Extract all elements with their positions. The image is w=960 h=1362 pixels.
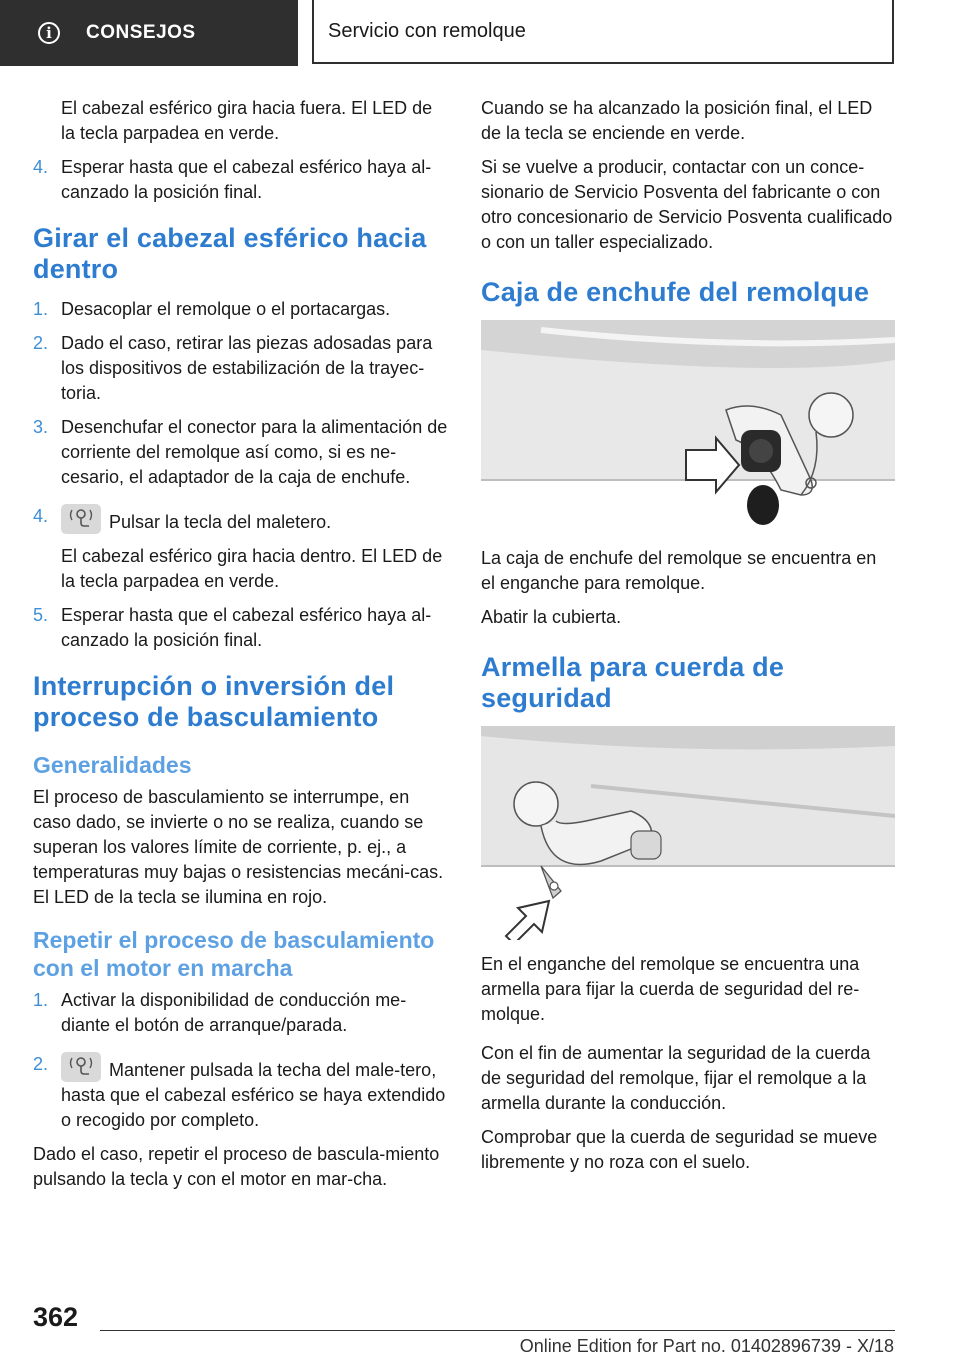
- list-item: [33, 603, 451, 653]
- step-text: Esperar hasta que el cabezal esférico haya al-canzado la posición final.: [61, 157, 432, 202]
- step-number: 3.: [33, 417, 49, 437]
- list-item: [33, 297, 451, 322]
- chapter-tab[interactable]: [0, 0, 298, 66]
- right-column: [481, 96, 895, 1184]
- page-number: 362: [33, 1302, 79, 1332]
- list-item: [33, 155, 451, 205]
- heading-general: Generalidades: [33, 752, 192, 778]
- step-text: Esperar hasta que el cabezal esférico haya al-canzado la posición final.: [61, 605, 432, 650]
- led-paragraph: Cuando se ha alcanzado la posición final, el LED de la tecla se enciende en verde.: [481, 98, 873, 143]
- step-text: Desenchufar el conector para la alimentación de corriente del remolque así como, si es ne-cesario, el adaptador de la caja de enchufe.: [61, 417, 448, 487]
- list-item: [33, 331, 451, 406]
- socket-illustration: [481, 320, 895, 534]
- heading-inward: Girar el cabezal esférico hacia dentro: [33, 223, 427, 284]
- step-number: 1.: [33, 299, 49, 319]
- info-icon: i: [38, 22, 60, 44]
- section-title: [312, 0, 894, 64]
- heading-socket: Caja de enchufe del remolque: [481, 277, 870, 307]
- list-item: [33, 415, 451, 490]
- chapter-label: CONSEJOS: [86, 22, 196, 43]
- heading-interrupt: Interrupción o inversión del proceso de basculamiento: [33, 671, 395, 732]
- left-column: [33, 96, 451, 1201]
- step-number: 4.: [33, 157, 49, 177]
- step-text: Pulsar la tecla del maletero.: [109, 512, 332, 532]
- step-number: 2.: [33, 333, 49, 353]
- intro-paragraph: El cabezal esférico gira hacia fuera. El LED de la tecla parpadea en verde.: [61, 98, 433, 143]
- eye-paragraph: En el enganche del remolque se encuentra una armella para fijar la cuerda de seguridad del re-molque.: [481, 954, 860, 1024]
- list-item: [33, 1052, 451, 1133]
- heading-eye: Armella para cuerda de seguridad: [481, 652, 785, 713]
- contact-paragraph: Si se vuelve a producir, contactar con un conce-sionario de Servicio Posventa del fabricante o con otro concesionario de Servicio Posventa cualificado o con un taller especializado.: [481, 157, 893, 252]
- footer-divider: [100, 1330, 895, 1331]
- general-paragraph: El proceso de basculamiento se interrumpe, en caso dado, se invierte o no se realiza, cuando se superan los valores límite de corriente, p. ej., a temperaturas muy bajas o resistencias mecáni-cas. El LED de la tecla se ilumina en rojo.: [33, 787, 444, 907]
- eye-paragraph-2: Con el fin de aumentar la seguridad de la cuerda de seguridad del remolque, fijar el remolque a la armella durante la conducción.: [481, 1043, 871, 1113]
- step-number: 1.: [33, 990, 49, 1010]
- repeat-outro: Dado el caso, repetir el proceso de bascula-miento pulsando la tecla y con el motor en mar-cha.: [33, 1144, 440, 1189]
- step-text: Activar la disponibilidad de conducción me-diante el botón de arranque/parada.: [61, 990, 407, 1035]
- step-note: El cabezal esférico gira hacia dentro. El LED de la tecla parpadea en verde.: [61, 546, 443, 591]
- step-text: Mantener pulsada la techa del male-tero, hasta que el cabezal esférico se haya extendido o recogido por completo.: [61, 1060, 446, 1130]
- safety-eye-illustration: [481, 726, 895, 940]
- eye-paragraph-3: Comprobar que la cuerda de seguridad se mueve libremente y no roza con el suelo.: [481, 1127, 878, 1172]
- step-text: Desacoplar el remolque o el portacargas.: [61, 299, 391, 319]
- edition-note: Online Edition for Part no. 01402896739 - X/18: [519, 1336, 894, 1356]
- list-item: [33, 988, 451, 1038]
- step-text: Dado el caso, retirar las piezas adosadas para los dispositivos de estabilización de la trayec-toria.: [61, 333, 433, 403]
- step-number: 4.: [33, 506, 49, 526]
- socket-action: Abatir la cubierta.: [481, 607, 622, 627]
- section-title-text: Servicio con remolque: [328, 19, 526, 42]
- list-item: [33, 504, 451, 594]
- step-number: 5.: [33, 605, 49, 625]
- trailer-hitch-button-icon: [61, 504, 101, 534]
- trailer-hitch-button-icon: [61, 1052, 101, 1082]
- heading-repeat: Repetir el proceso de basculamiento con el motor en marcha: [33, 927, 435, 981]
- socket-paragraph: La caja de enchufe del remolque se encuentra en el enganche para remolque.: [481, 548, 877, 593]
- step-number: 2.: [33, 1054, 49, 1074]
